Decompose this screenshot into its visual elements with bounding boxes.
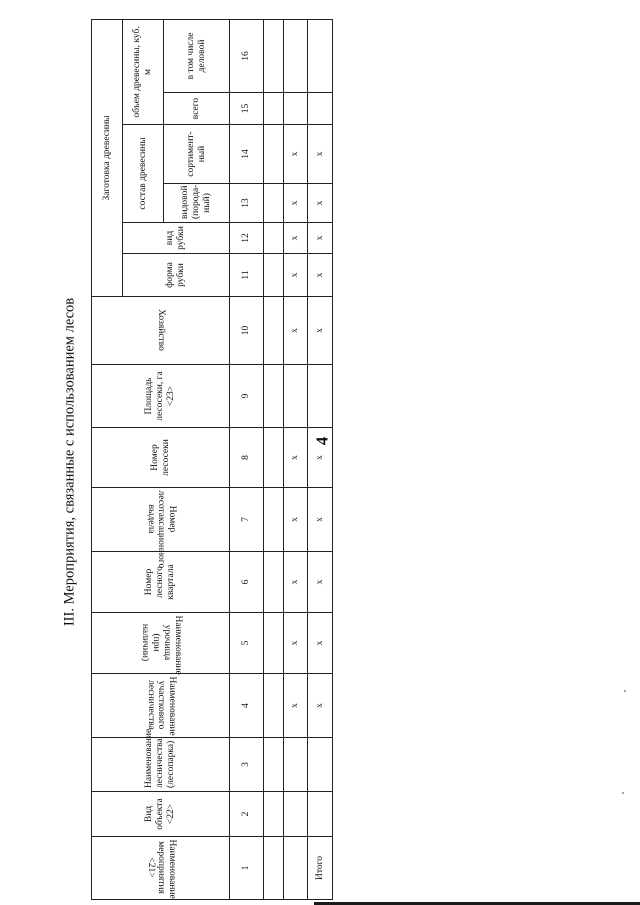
table-cell: x	[284, 488, 308, 552]
table-cell	[264, 93, 284, 125]
table-cell	[264, 428, 284, 488]
table-cell: x	[308, 184, 333, 223]
table-cell	[284, 792, 308, 837]
header-felling-form: форма рубки	[123, 254, 230, 297]
header-forestry: Наименование лесничества (лесопарка)	[92, 738, 230, 792]
column-number: 16	[230, 19, 264, 92]
table-cell	[264, 613, 284, 674]
column-number: 3	[230, 738, 264, 792]
header-district-forestry: Наименование участкового лесничества	[92, 674, 230, 738]
table-row	[284, 19, 308, 899]
header-volume-commercial: в том числе деловой	[164, 19, 230, 92]
column-number: 1	[230, 837, 264, 900]
table-cell: x	[284, 428, 308, 488]
table-cell: x	[308, 254, 333, 297]
table-cell	[264, 674, 284, 738]
column-number: 15	[230, 93, 264, 125]
table-cell: x	[284, 254, 308, 297]
table-cell: x	[308, 488, 333, 552]
table-cell: x	[284, 223, 308, 254]
column-number: 13	[230, 184, 264, 223]
header-species: видовой (порода-ный)	[164, 184, 230, 223]
table-cell	[284, 93, 308, 125]
header-wood-harvest: Заготовка древесины	[92, 19, 123, 296]
column-number: 4	[230, 674, 264, 738]
column-number: 12	[230, 223, 264, 254]
table-cell	[284, 365, 308, 428]
table-cell: x	[308, 552, 333, 613]
column-number: 5	[230, 613, 264, 674]
column-number: 2	[230, 792, 264, 837]
table-cell: x	[284, 674, 308, 738]
table-rotator	[91, 20, 325, 900]
column-number: 6	[230, 552, 264, 613]
header-activity: Наименование мероприятия <21>	[92, 837, 230, 900]
table-cell: x	[308, 674, 333, 738]
header-wood-volume: объем древесины, куб. м	[123, 19, 164, 124]
table-cell: x	[284, 297, 308, 365]
table-cell	[264, 738, 284, 792]
column-number: 11	[230, 254, 264, 297]
column-number-row	[230, 19, 264, 899]
table-cell	[308, 365, 333, 428]
header-tract: Наименование урочища (при наличии)	[92, 613, 230, 674]
table-cell	[284, 837, 308, 900]
total-row	[308, 19, 333, 899]
column-number: 8	[230, 428, 264, 488]
table-cell: x	[308, 223, 333, 254]
table-cell	[308, 19, 333, 92]
section-title: III. Мероприятия, связанные с использованием лесов	[61, 297, 78, 627]
header-wood-composition: состав древесины	[123, 125, 164, 223]
table-cell: x	[284, 552, 308, 613]
header-assortment: сортимент-ный	[164, 125, 230, 184]
table-cell: x	[308, 297, 333, 365]
total-label: Итого	[308, 837, 333, 900]
header-allotment-number: Номер лесотаксационного выдела	[92, 488, 230, 552]
column-number: 14	[230, 125, 264, 184]
table-cell	[264, 488, 284, 552]
header-object-type: Вид объекта <22>	[92, 792, 230, 837]
table-cell	[264, 254, 284, 297]
column-number: 10	[230, 297, 264, 365]
table-cell	[308, 738, 333, 792]
table-cell	[284, 19, 308, 92]
header-quarter-number: Номер лесного квартала	[92, 552, 230, 613]
table-cell: x	[308, 613, 333, 674]
header-cutting-area-number: Номер лесосеки	[92, 428, 230, 488]
header-cutting-area-size: Площадь лесосеки, га <23>	[92, 365, 230, 428]
table-cell	[308, 792, 333, 837]
table-row	[264, 19, 284, 899]
table-cell	[264, 223, 284, 254]
table-cell: x	[308, 428, 333, 488]
header-volume-total: всего	[164, 93, 230, 125]
column-number: 7	[230, 488, 264, 552]
table-cell: x	[308, 125, 333, 184]
table-cell	[264, 184, 284, 223]
table-cell	[264, 125, 284, 184]
table-cell	[264, 552, 284, 613]
header-felling-type: вид рубки	[123, 223, 230, 254]
scan-speck	[624, 690, 626, 692]
table-cell	[264, 19, 284, 92]
table-cell	[284, 738, 308, 792]
table-cell	[264, 837, 284, 900]
header-economy: Хозяйство	[92, 297, 230, 365]
table-cell: x	[284, 184, 308, 223]
table-cell	[308, 93, 333, 125]
table-cell	[264, 792, 284, 837]
forest-use-table	[91, 19, 333, 900]
column-number: 9	[230, 365, 264, 428]
page-number: 4	[312, 436, 332, 446]
table-cell: x	[284, 125, 308, 184]
table-cell	[264, 365, 284, 428]
table-cell	[264, 297, 284, 365]
scan-speck	[622, 792, 624, 794]
table-cell: x	[284, 613, 308, 674]
